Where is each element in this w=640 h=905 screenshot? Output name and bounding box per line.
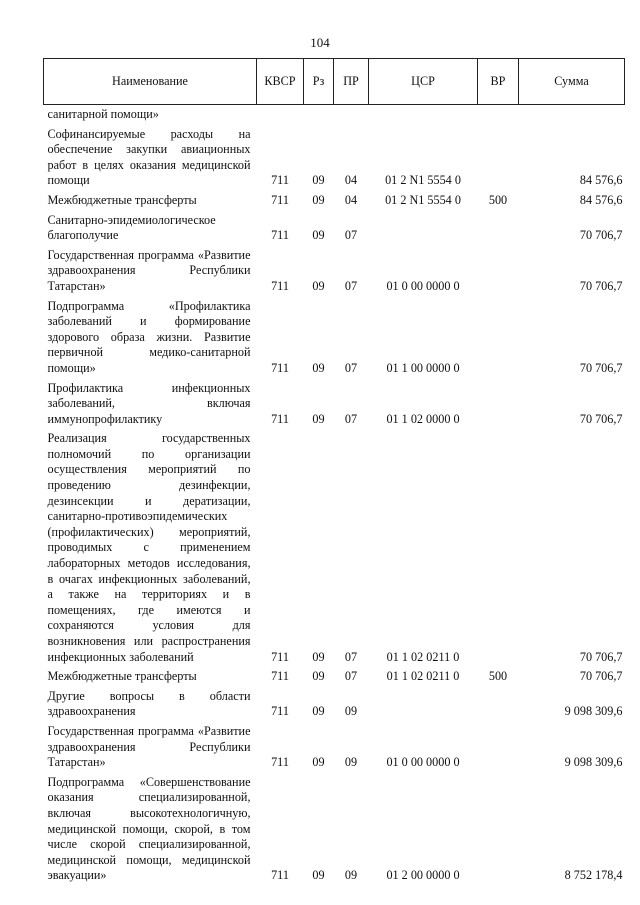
table-row: [44, 771, 625, 884]
row-kvsr: 711: [271, 755, 289, 770]
row-pr: [334, 105, 369, 123]
row-csr: 01 1 02 0000 0: [386, 411, 460, 426]
row-kvsr: 711: [271, 868, 289, 883]
row-vr: [478, 685, 519, 720]
row-rz: [304, 105, 334, 123]
column-header-kvsr: КВСР: [257, 59, 304, 105]
row-vr: 500: [488, 192, 508, 207]
row-csr: 01 1 00 0000 0: [386, 360, 460, 375]
row-rz: 09: [312, 868, 325, 883]
row-name: Межбюджетные трансферты: [47, 192, 197, 207]
row-name: санитарной помощи»: [47, 107, 159, 121]
row-vr: [478, 427, 519, 665]
row-sum: 70 706,7: [579, 411, 623, 426]
row-sum: 9 098 309,6: [564, 704, 623, 719]
table-row: [44, 105, 625, 123]
row-name: Софинансируемые расходы на обеспечение закупки авиационных работ в целях оказания медицинской помощи: [47, 126, 251, 188]
row-kvsr: 711: [271, 411, 289, 426]
row-pr: 09: [344, 868, 358, 883]
table-row: [44, 665, 625, 685]
table-row: [44, 295, 625, 377]
row-name: Подпрограмма «Совершенствование оказания специализированной, включая высокотехнологичную, медицинской помощи, скорой, в том числе скорой специализированной, медицинской помощи, медицинской эвакуации»: [47, 774, 251, 883]
row-vr: [478, 123, 519, 189]
column-header-pr: ПР: [334, 59, 369, 105]
row-name: Другие вопросы в области здравоохранения: [47, 688, 251, 719]
table-row: [44, 377, 625, 428]
row-kvsr: 711: [271, 649, 289, 664]
row-kvsr: [257, 105, 304, 123]
row-kvsr: 711: [271, 360, 289, 375]
row-csr: 01 0 00 0000 0: [386, 755, 460, 770]
row-kvsr: 711: [271, 704, 289, 719]
row-vr: [478, 105, 519, 123]
page-number: 104: [310, 35, 330, 50]
row-sum: 9 098 309,6: [564, 755, 623, 770]
row-kvsr: 711: [271, 173, 289, 188]
table-header-row: [44, 59, 625, 105]
row-sum: 8 752 178,4: [564, 868, 623, 883]
row-vr: [478, 377, 519, 428]
row-csr: 01 2 N1 5554 0: [385, 192, 461, 207]
row-sum: [519, 105, 625, 123]
row-csr: [369, 209, 478, 244]
table-row: [44, 685, 625, 720]
row-kvsr: 711: [271, 669, 289, 684]
row-pr: 04: [344, 192, 358, 207]
row-sum: 70 706,7: [579, 669, 623, 684]
row-rz: 09: [312, 173, 325, 188]
row-sum: 70 706,7: [579, 278, 623, 293]
row-rz: 09: [312, 411, 325, 426]
row-name: Государственная программа «Развитие здравоохранения Республики Татарстан»: [47, 247, 251, 293]
row-pr: 07: [344, 669, 358, 684]
table-row: [44, 244, 625, 295]
row-kvsr: 711: [271, 192, 289, 207]
row-csr: 01 1 02 0211 0: [386, 669, 460, 684]
row-sum: 70 706,7: [579, 228, 623, 243]
row-sum: 84 576,6: [579, 173, 623, 188]
row-rz: 09: [312, 649, 325, 664]
row-name: Реализация государственных полномочий по организации осуществления мероприятий по проведению дезинфекции, дезинсекции и дератизации, санитарно-противоэпидемических (профилактических) мероприятий, проводимых с применением лабораторных методов исследования, в очагах инфекционных заболеваний, а также на территориях и в помещениях, где имеются и сохраняются условия для возникновения или распространения инфекционных заболеваний: [47, 431, 251, 664]
row-vr: 500: [488, 669, 508, 684]
row-rz: 09: [312, 755, 325, 770]
row-pr: 07: [344, 278, 358, 293]
row-vr: [478, 295, 519, 377]
row-sum: 84 576,6: [579, 192, 623, 207]
row-csr: 01 0 00 0000 0: [386, 278, 460, 293]
column-header-vr: ВР: [478, 59, 519, 105]
row-rz: 09: [312, 228, 325, 243]
budget-table: [43, 58, 625, 884]
table-row: [44, 427, 625, 665]
table-row: [44, 189, 625, 209]
row-rz: 09: [312, 669, 325, 684]
row-name: Межбюджетные трансферты: [47, 669, 197, 684]
row-kvsr: 711: [271, 228, 289, 243]
row-csr: [369, 105, 478, 123]
row-pr: 07: [344, 649, 358, 664]
row-rz: 09: [312, 192, 325, 207]
row-csr: 01 1 02 0211 0: [386, 649, 460, 664]
column-header-rz: Рз: [304, 59, 334, 105]
row-pr: 07: [344, 411, 358, 426]
row-rz: 09: [312, 360, 325, 375]
row-sum: 70 706,7: [579, 360, 623, 375]
row-rz: 09: [312, 704, 325, 719]
row-csr: 01 2 00 0000 0: [386, 868, 460, 883]
row-pr: 04: [344, 173, 358, 188]
row-vr: [478, 720, 519, 771]
row-sum: 70 706,7: [579, 649, 623, 664]
row-name: Подпрограмма «Профилактика заболеваний и формирование здорового образа жизни. Развитие первичной медико-санитарной помощи»: [47, 298, 251, 375]
column-header-name: Наименование: [44, 59, 257, 105]
row-vr: [478, 244, 519, 295]
row-name: Профилактика инфекционных заболеваний, включая иммунопрофилактику: [47, 380, 251, 426]
row-vr: [478, 771, 519, 884]
table-row: [44, 123, 625, 189]
row-pr: 09: [344, 755, 358, 770]
table-row: [44, 209, 625, 244]
row-pr: 09: [344, 704, 358, 719]
row-kvsr: 711: [271, 278, 289, 293]
row-pr: 07: [344, 360, 358, 375]
column-header-sum: Сумма: [519, 59, 625, 105]
row-pr: 07: [344, 228, 358, 243]
row-vr: [478, 209, 519, 244]
row-name: Государственная программа «Развитие здравоохранения Республики Татарстан»: [47, 723, 251, 770]
row-rz: 09: [312, 278, 325, 293]
row-name: Санитарно-эпидемиологическое благополучие: [47, 212, 216, 243]
row-csr: [369, 685, 478, 720]
column-header-csr: ЦСР: [369, 59, 478, 105]
table-row: [44, 720, 625, 771]
row-csr: 01 2 N1 5554 0: [385, 173, 461, 188]
